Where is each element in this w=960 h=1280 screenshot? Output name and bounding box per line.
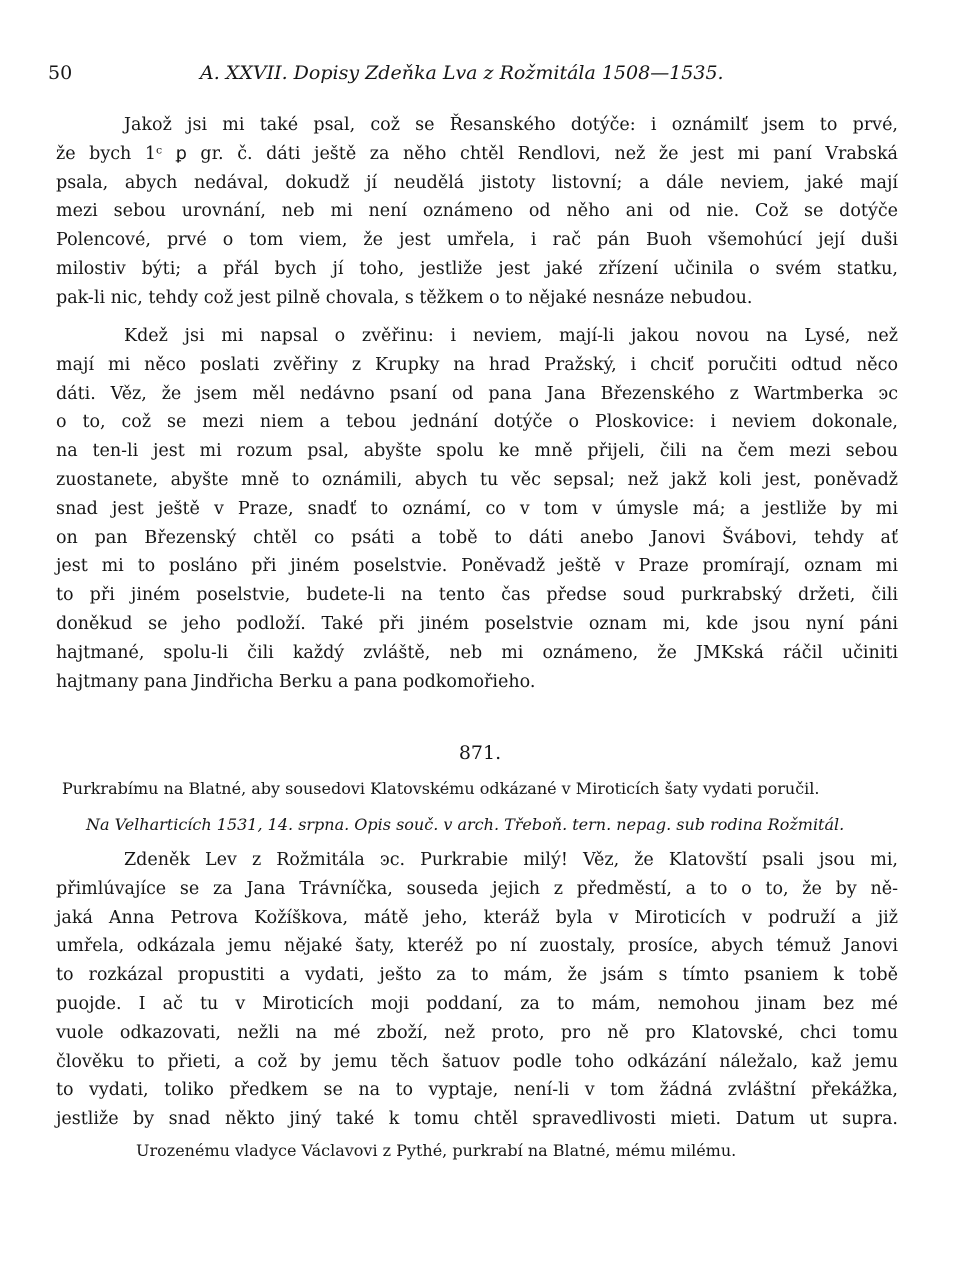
page-number: 50 — [48, 62, 73, 84]
text-line: mají mi něco poslati zvěřiny z Krupky na hrad Pražský, i chciť poručiti odtud něco — [56, 354, 898, 375]
text-line: to rozkázal propustiti a vydati, ješto za to mám, že jsám s tímto psaniem k tobě — [56, 965, 898, 986]
page-header — [48, 62, 908, 90]
text-line: hajtmany pana Jindřicha Berku a pana podkomořieho. — [56, 671, 536, 692]
text-line: na ten-li jest mi rozum psal, abyšte spolu ke mně přijeli, čili na čem mezi sebou — [56, 441, 898, 462]
running-head: A. XXVII. Dopisy Zdeňka Lva z Rožmitála 1508—1535. — [200, 62, 724, 84]
text-line: mezi sebou urovnání, neb mi není oznámeno od něho ani od nie. Což se dotýče — [56, 201, 898, 222]
text-line: milostiv býti; a přál bych jí toho, jestliže jest jaké zřízení učinila o svém statku, — [56, 258, 898, 279]
text-line: Kdež jsi mi napsal o zvěřinu: i neviem, mají-li jakou novou na Lysé, než — [124, 326, 898, 346]
text-line: Jakož jsi mi také psal, což se Řesanského dotýče: i oznámilť jsem to prvé, — [124, 115, 898, 135]
text-line: Zdeněk Lev z Rožmitála ꜿc. Purkrabie milý! Věz, že Klatovští psali jsou mi, — [124, 850, 898, 870]
text-line: jest mi to posláno při jiném poselstvie. Poněvadž ještě v Praze promírají, oznam mi — [56, 556, 898, 577]
text-line: Polencové, prvé o tom viem, že jest umřela, i rač pán Buoh všemohúcí její duši — [56, 230, 898, 251]
document-regest: Purkrabímu na Blatné, aby sousedovi Klatovskému odkázané v Miroticích šaty vydati poručil. — [62, 779, 820, 798]
text-line: umřela, odkázala jemu nějaké šaty, kteréž po ní zuostaly, prosíce, abych témuž Janovi — [56, 936, 898, 957]
text-line: jestliže by snad někto jiný také k tomu chtěl spravedlivosti mieti. Datum ut supra. — [56, 1109, 898, 1130]
text-line: doněkud se jeho podloží. Také při jiném poselstvie oznam mi, kde jsou nyní páni — [56, 613, 898, 634]
text-line: vuole odkazovati, nežli na mé zboží, než proto, pro ně pro Klatovské, chci tomu — [56, 1022, 898, 1043]
letter-paragraph-2 — [56, 322, 898, 696]
document-body — [56, 846, 898, 1134]
text-line: puojde. I ač tu v Miroticích moji poddaní, za to mám, nemohou jinam bez mé — [56, 993, 898, 1014]
text-line: přimlúvajíce se za Jana Trávníčka, souseda jejich z předměstí, a to o to, že by ně- — [56, 878, 898, 899]
text-line: snad jest ještě v Praze, snadť to oznámí, co v tom v úmysle má; a jestliže by mi — [56, 498, 898, 519]
text-line: zuostanete, abyšte mně to oznámili, abych tu věc sepsal; než jakž koli jest, poněvadž — [56, 469, 898, 490]
text-line: dáti. Věz, že jsem měl nedávno psaní od pana Jana Březenského z Wartmberka ꜿc — [56, 383, 898, 404]
document-number: 871. — [458, 742, 502, 764]
letter-address: Urozenému vladyce Václavovi z Pythé, purkrabí na Blatné, mému milému. — [136, 1141, 737, 1160]
text-line: pak-li nic, tehdy což jest pilně chovala, s těžkem o to nějaké nesnáze nebudou. — [56, 287, 753, 308]
text-line: on pan Březenský chtěl co psáti a tobě to dáti anebo Janovi Švábovi, tehdy ať — [56, 527, 898, 548]
text-line: to při jiném poselstvie, budete-li na tento čas předse soud purkrabský držeti, čili — [56, 585, 898, 606]
text-line: o to, což se mezi niem a tebou jednání dotýče o Ploskovice: i neviem dokonale, — [56, 412, 898, 433]
text-line: to vydati, toliko předkem se na to vyptaje, není-li v tom žádná zvláštní překážka, — [56, 1080, 898, 1101]
text-line: člověku to přieti, a což by jemu těch šatuov podle toho odkázání náležalo, kaž jemu — [56, 1051, 898, 1072]
letter-paragraph-1 — [56, 111, 898, 313]
text-line: že bych 1ᶜ ꝑ gr. č. dáti ještě za něho chtěl Rendlovi, než že jest mi paní Vrabská — [56, 143, 898, 164]
text-line: psala, abych nedával, dokudž jí neudělá jistoty listovní; a dále neviem, jaké mají — [56, 172, 898, 193]
text-line: jaká Anna Petrova Kožíškova, mátě jeho, kteráž byla v Miroticích v podruží a již — [56, 907, 898, 928]
text-line: hajtmané, spolu-li čili každý zvláště, neb mi oznámeno, že JMKská ráčil učiniti — [56, 642, 898, 663]
source-note: Na Velharticích 1531, 14. srpna. Opis souč. v arch. Třeboň. tern. nepag. sub rodina Rožmitál. — [86, 815, 845, 834]
